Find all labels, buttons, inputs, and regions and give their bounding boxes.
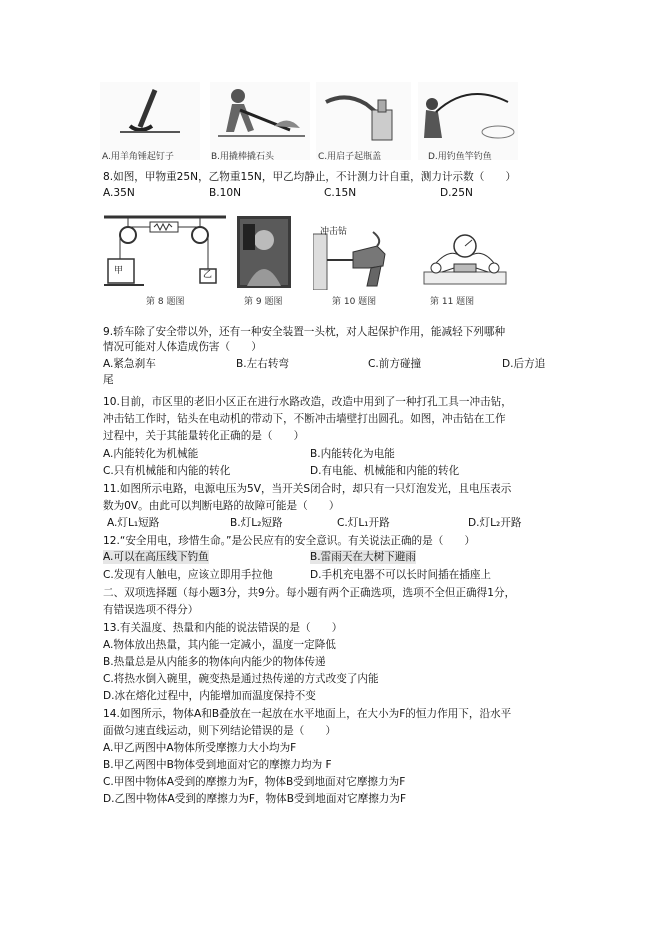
q14-stem-line-2: 面做匀速直线运动，则下列结论错误的是（ ） <box>103 725 337 737</box>
q11-stem-line-1: 11.如图所示电路，电源电压为5V，当开关S闭合时，却只有一只灯泡发光，且电压表示 <box>103 483 512 495</box>
q12-option-b: B.雷雨天在大树下避雨 <box>310 551 416 563</box>
q13-option-b: B.热量总是从内能多的物体向内能少的物体传递 <box>103 656 326 668</box>
q14-option-c: C.甲图中物体A受到的摩擦力为F，物体B受到地面对它摩擦力为F <box>103 776 406 788</box>
caption-fig10: 第 10 题图 <box>332 297 377 307</box>
q14-option-d: D.乙图中物体A受到的摩擦力为F，物体B受到地面对它摩擦力为F <box>103 793 407 805</box>
q8-option-a: A.35N <box>103 187 135 199</box>
q10-option-d: D.有电能、机械能和内能的转化 <box>310 465 460 477</box>
caption-d: D.用钓鱼竿钓鱼 <box>428 152 492 162</box>
q11-option-c: C.灯L₁开路 <box>337 517 390 529</box>
q9-stem-line-1: 9.轿车除了安全带以外，还有一种安全装置一头枕，对人起保护作用，能减轻下列哪种 <box>103 326 506 338</box>
q11-option-d: D.灯L₂开路 <box>468 517 522 529</box>
q14-option-a: A.甲乙两图中A物体所受摩擦力大小均为F <box>103 742 297 754</box>
caption-a: A.用羊角锤起钉子 <box>102 152 174 162</box>
q9-option-d: D.后方追 <box>502 358 546 370</box>
q10-option-b: B.内能转化为电能 <box>310 448 395 460</box>
q14-stem-line-1: 14.如图所示，物体A和B叠放在一起放在水平地面上，在大小为F的恒力作用下，沿水平 <box>103 708 512 720</box>
section2-header-line-1: 二、双项选择题（每小题3分，共9分。每小题有两个正确选项，选项不全但正确得1分， <box>103 587 516 599</box>
q8-option-b: B.10N <box>209 187 242 199</box>
caption-fig9: 第 9 题图 <box>244 297 283 307</box>
q10-option-a: A.内能转化为机械能 <box>103 448 199 460</box>
q12-option-c: C.发现有人触电，应该立即用手拉他 <box>103 569 273 581</box>
q9-option-c: C.前方碰撞 <box>368 358 422 370</box>
q8-option-c: C.15N <box>324 187 357 199</box>
q9-option-d-wrap: 尾 <box>103 374 114 386</box>
q12-option-d: D.手机充电器不可以长时间插在插座上 <box>310 569 492 581</box>
q12-option-a: A.可以在高压线下钓鱼 <box>103 551 209 563</box>
q11-option-b: B.灯L₂短路 <box>230 517 283 529</box>
caption-fig11: 第 11 题图 <box>430 297 475 307</box>
q8-stem: 8.如图，甲物重25N，乙物重15N，甲乙均静止，不计测力计自重，测力计示数（ ） <box>103 171 517 183</box>
q8-option-d: D.25N <box>440 187 473 199</box>
q10-stem-line-3: 过程中，关于其能量转化正确的是（ ） <box>103 430 305 442</box>
caption-b: B.用撬棒撬石头 <box>211 152 275 162</box>
q11-option-a: A.灯L₁短路 <box>107 517 160 529</box>
q14-option-b: B.甲乙两图中B物体受到地面对它的摩擦力均为 F <box>103 759 332 771</box>
figure-q9-car-seat-photo <box>237 216 291 288</box>
fig8-label-jia: 甲 <box>114 266 124 276</box>
q13-option-c: C.将热水倒入碗里，碗变热是通过热传递的方式改变了内能 <box>103 673 379 685</box>
q9-stem-line-2: 情况可能对人体造成伤害（ ） <box>103 341 262 353</box>
q13-option-a: A.物体放出热量，其内能一定减小，温度一定降低 <box>103 639 336 651</box>
q9-option-b: B.左右转弯 <box>236 358 290 370</box>
q12-stem: 12.“安全用电，珍惜生命。”是公民应有的安全意识。有关说法正确的是（ ） <box>103 535 476 547</box>
caption-fig8: 第 8 题图 <box>146 297 185 307</box>
fig8-label-yi: 乙 <box>203 270 213 280</box>
q10-stem-line-2: 冲击钻工作时，钻头在电动机的带动下，不断冲击墙壁打出圆孔。如图，冲击钻在工作 <box>103 413 506 425</box>
q11-stem-line-2: 数为0V。由此可以判断电路的故障可能是（ ） <box>103 500 340 512</box>
q13-stem: 13.有关温度、热量和内能的说法错误的是（ ） <box>103 622 343 634</box>
figure-q11-circuit <box>420 228 510 290</box>
section2-header-line-2: 有错误选项不得分） <box>103 604 199 616</box>
q10-option-c: C.只有机械能和内能的转化 <box>103 465 231 477</box>
q10-stem-line-1: 10.目前，市区里的老旧小区正在进行水路改造，改造中用到了一种打孔工具一冲击钻， <box>103 396 512 408</box>
fig10-label: 冲击钻 <box>320 227 348 237</box>
q13-option-d: D.冰在熔化过程中，内能增加而温度保持不变 <box>103 690 316 702</box>
q9-option-a: A.紧急刹车 <box>103 358 156 370</box>
caption-c: C.用启子起瓶盖 <box>318 152 382 162</box>
